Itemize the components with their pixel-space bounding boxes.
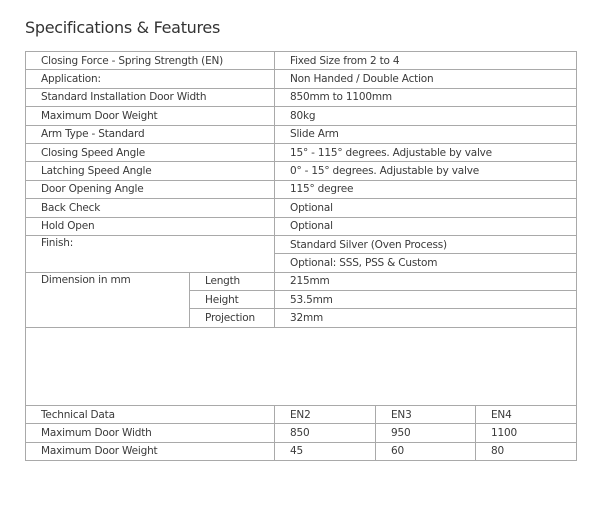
spec-row [26, 217, 577, 235]
finish-label: Finish: [26, 235, 275, 272]
dimension-value: 215mm [275, 272, 577, 290]
technical-value: 1100 [476, 424, 577, 442]
spec-row [26, 125, 577, 143]
spec-value: Non Handed / Double Action [275, 70, 577, 88]
spacer-cell [26, 327, 577, 405]
spec-value: Fixed Size from 2 to 4 [275, 52, 577, 70]
spec-value: Optional [275, 217, 577, 235]
spec-row [26, 162, 577, 180]
technical-header-label: Technical Data [26, 405, 275, 423]
finish-value: Standard Silver (Oven Process) [275, 235, 577, 253]
dimension-name: Projection [190, 309, 275, 327]
technical-row [26, 442, 577, 460]
spec-row [26, 88, 577, 106]
technical-column-en2: EN2 [275, 405, 376, 423]
spec-row [26, 107, 577, 125]
technical-value: 850 [275, 424, 376, 442]
technical-column-en3: EN3 [376, 405, 476, 423]
page-title: Specifications & Features [25, 18, 221, 37]
spec-row [26, 199, 577, 217]
technical-value: 80 [476, 442, 577, 460]
spec-value: 80kg [275, 107, 577, 125]
spec-value: 115° degree [275, 180, 577, 198]
spec-label: Application: [26, 70, 275, 88]
specifications-table [25, 51, 577, 461]
dimension-name: Height [190, 291, 275, 309]
spec-row [26, 143, 577, 161]
finish-row [26, 235, 577, 253]
technical-value: 45 [275, 442, 376, 460]
technical-value: 950 [376, 424, 476, 442]
dimension-name: Length [190, 272, 275, 290]
spec-label: Standard Installation Door Width [26, 88, 275, 106]
dimension-row [26, 272, 577, 290]
technical-label: Maximum Door Weight [26, 442, 275, 460]
spec-value: Slide Arm [275, 125, 577, 143]
spec-value: 0° - 15° degrees. Adjustable by valve [275, 162, 577, 180]
spec-label: Latching Speed Angle [26, 162, 275, 180]
spec-row [26, 180, 577, 198]
dimension-label: Dimension in mm [26, 272, 190, 327]
technical-column-en4: EN4 [476, 405, 577, 423]
technical-value: 60 [376, 442, 476, 460]
finish-value: Optional: SSS, PSS & Custom [275, 254, 577, 272]
technical-label: Maximum Door Width [26, 424, 275, 442]
spec-label: Door Opening Angle [26, 180, 275, 198]
spec-label: Back Check [26, 199, 275, 217]
spec-label: Closing Force - Spring Strength (EN) [26, 52, 275, 70]
spec-label: Maximum Door Weight [26, 107, 275, 125]
spec-label: Hold Open [26, 217, 275, 235]
spec-row [26, 52, 577, 70]
dimension-value: 53.5mm [275, 291, 577, 309]
spec-value: 850mm to 1100mm [275, 88, 577, 106]
spec-label: Closing Speed Angle [26, 143, 275, 161]
spec-label: Arm Type - Standard [26, 125, 275, 143]
spec-value: Optional [275, 199, 577, 217]
spec-row [26, 70, 577, 88]
spacer-row [26, 327, 577, 405]
technical-row [26, 424, 577, 442]
technical-header-row [26, 405, 577, 423]
dimension-value: 32mm [275, 309, 577, 327]
spec-value: 15° - 115° degrees. Adjustable by valve [275, 143, 577, 161]
